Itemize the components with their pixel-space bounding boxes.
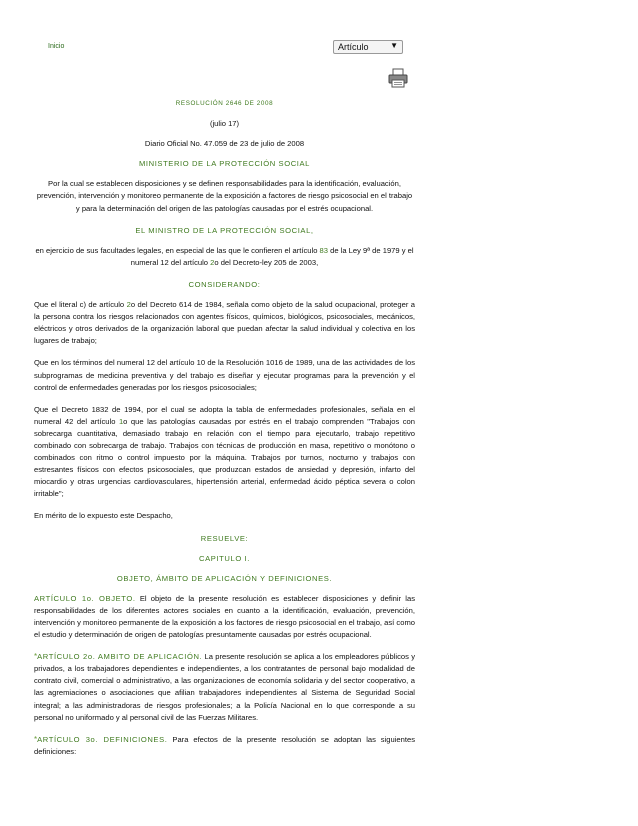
article-3: *ARTÍCULO 3o. DEFINICIONES. Para efectos de la presente resolución se adoptan las siguientes definiciones: bbox=[34, 734, 416, 756]
article-3-star-icon[interactable]: * bbox=[34, 734, 38, 744]
top-bar bbox=[0, 0, 638, 70]
article-2-star-icon[interactable]: * bbox=[34, 652, 38, 662]
article-1-heading: ARTÍCULO 1o. OBJETO. bbox=[34, 593, 136, 603]
minister-heading: EL MINISTRO DE LA PROTECCIÓN SOCIAL, bbox=[135, 225, 314, 235]
article-3-heading: ARTÍCULO 3o. DEFINICIONES. bbox=[37, 734, 168, 744]
merito-text: En mérito de lo expuesto este Despacho, bbox=[34, 511, 173, 521]
print-icon[interactable] bbox=[388, 68, 408, 88]
chapter-title: OBJETO, ÁMBITO DE APLICACIÓN Y DEFINICIONES. bbox=[116, 573, 333, 583]
considerando-heading: CONSIDERANDO: bbox=[188, 279, 261, 289]
considerando-3: Que el Decreto 1832 de 1994, por el cual se adopta la tabla de enfermedades profesionales, señala en el numeral 42 del artículo 1o que las patologías causadas por estrés en el trabajo comprenden "Trabajos con sobrecarga cuantitativa, demasiado trabajo en relación con el tiempo para ejecutarlo, trabajo repetitivo combinado con sobrecarga de trabajo. Trabajos con técnicas de producción en masa, repetitivo o monótono o combinados con ritmo o control impuesto por la máquina. Trabajos por turnos, nocturno y trabajos con estresantes físicos con efectos psicosociales, que produzcan estados de ansiedad y depresión, infarto del miocardio y otras urgencias cardiovasculares, hipertensión arterial, enfermedad ácido péptica severa o colon irritable"; bbox=[34, 404, 415, 499]
ministry-name: MINISTERIO DE LA PROTECCIÓN SOCIAL bbox=[138, 159, 311, 169]
home-link[interactable]: Inicio bbox=[48, 43, 65, 50]
article-2-decreto-link[interactable]: 2 bbox=[126, 300, 131, 310]
article-select[interactable] bbox=[333, 40, 403, 54]
article-1-decreto-link[interactable]: 1 bbox=[118, 416, 124, 426]
diario-oficial: Diario Oficial No. 47.059 de 23 de julio de 2008 bbox=[144, 139, 305, 149]
article-2-link[interactable]: 2 bbox=[210, 257, 215, 267]
article-select-value: Artículo bbox=[338, 42, 369, 52]
chapter-heading: CAPITULO I. bbox=[199, 553, 250, 563]
considerando-2: Que en los términos del numeral 12 del artículo 10 de la Resolución 1016 de 1989, una de las actividades de los subprogramas de medicina preventiva y del trabajo es diseñar y ejecutar programas para la prevención y el control de enfermedades generadas por los riesgos psicosociales; bbox=[34, 358, 415, 392]
article-2: *ARTÍCULO 2o. AMBITO DE APLICACIÓN. La presente resolución se aplica a los empleadores públicos y privados, a los trabajadores dependientes e independientes, a los contratantes de personal bajo modalidad de contrato civil, comercial o administrativo, a las organizaciones de economía solidaria y del sector cooperativo, a las agremiaciones o asociaciones que afilian trabajadores independientes al Sistema de Seguridad Social integral; a las administradoras de riesgos profesionales; a la Policía Nacional en lo que corresponde a su personal no uniformado y al personal civil de las Fuerzas Militares. bbox=[34, 652, 415, 722]
article-1: ARTÍCULO 1o. OBJETO. El objeto de la presente resolución es establecer disposiciones y definir las responsabilidades de los diferentes actores sociales en cuanto a la identificación, evaluación, prevención, intervención y monitoreo permanente de la exposición a los factores de riesgo psicosocial en el trabajo, así como el estudio y determinación de origen de patologías presuntamente causadas por estrés ocupacional. bbox=[34, 593, 415, 640]
article-83-link[interactable]: 83 bbox=[319, 245, 328, 255]
legal-powers: en ejercicio de sus facultades legales, en especial de las que le confieren el artículo 83 de la Ley 9ª de 1979 y el numeral 12 del artículo 2o del Decreto-ley 205 de 2003, bbox=[35, 245, 414, 267]
resolution-date: (julio 17) bbox=[209, 119, 240, 129]
chevron-down-icon: ▼ bbox=[390, 41, 398, 50]
resolution-number: RESOLUCIÓN 2646 DE 2008 bbox=[175, 100, 274, 107]
resolution-summary: Por la cual se establecen disposiciones y se definen responsabilidades para la identificación, evaluación, prevención, intervención y monitoreo permanente de la exposición a factores de riesgo psicosocial en el trabajo y para la determinación del origen de las patologías causadas por el estrés ocupacional. bbox=[36, 179, 413, 213]
document-body bbox=[34, 98, 415, 768]
considerando-1: Que el literal c) de artículo 2o del Decreto 614 de 1984, señala como objeto de la salud ocupacional, proteger a la persona contra los riesgos relacionados con agentes físicos, químicos, biológicos, psicosociales, mecánicos, eléctricos y otros derivados de la organización laboral que puedan afectar la salud individual y colectiva en los lugares de trabajo; bbox=[34, 300, 415, 346]
resuelve-heading: RESUELVE: bbox=[200, 533, 249, 543]
article-2-heading: ARTÍCULO 2o. AMBITO DE APLICACIÓN. bbox=[37, 652, 203, 662]
